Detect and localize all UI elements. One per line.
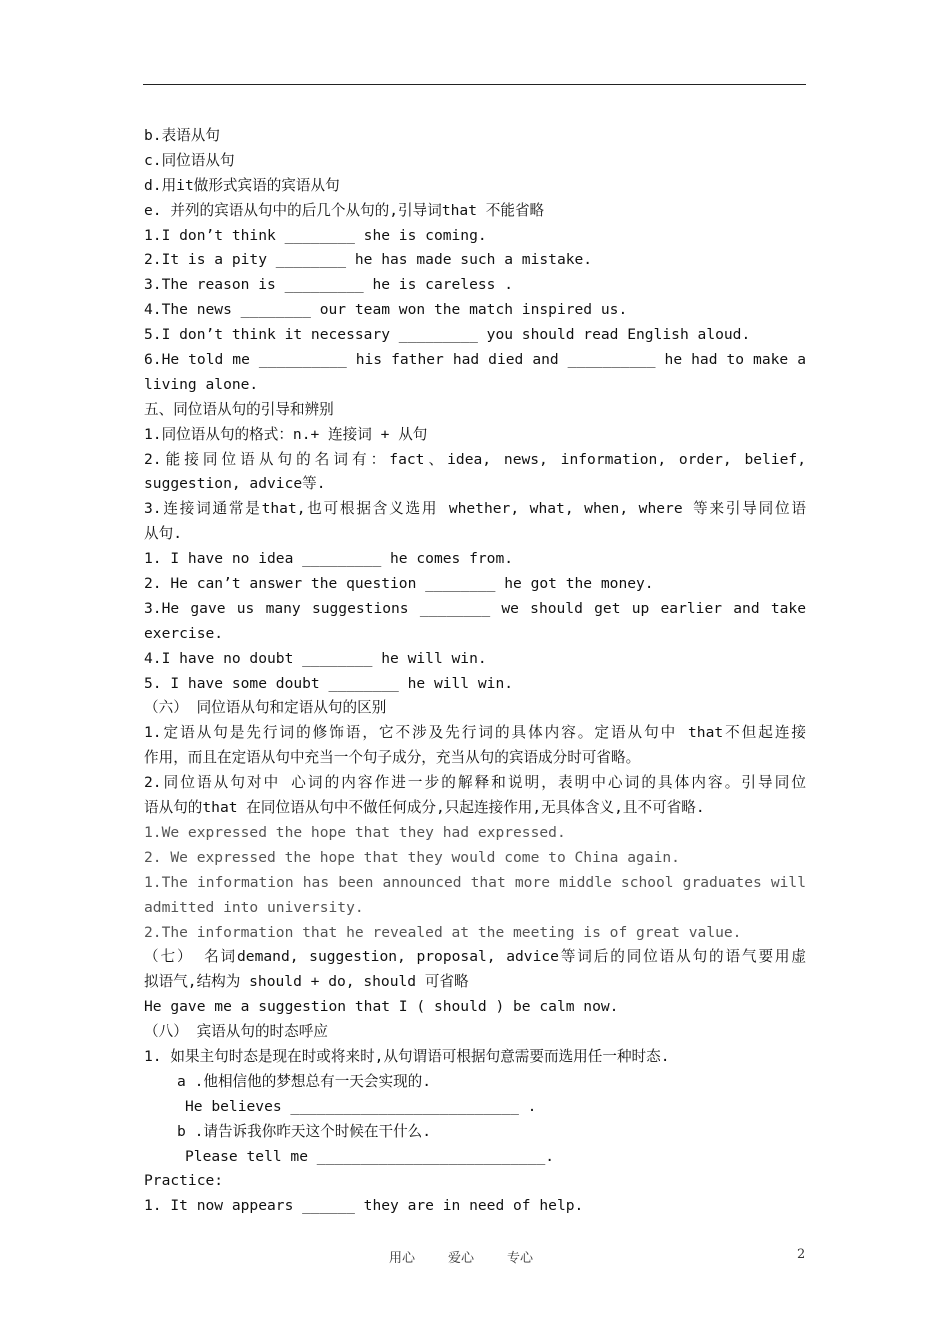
text-line: 4.The news ________ our team won the match inspired us. — [144, 301, 628, 319]
text-line: admitted into university. — [144, 898, 364, 916]
text-line: 拟语气,结构为 should + do, should 可省略 — [144, 973, 469, 991]
text-line: 作用，而且在定语从句中充当一个句子成分，充当从句的宾语成分时可省略。 — [144, 749, 641, 767]
footer-text-zhuanxin: 专心 — [507, 1251, 534, 1266]
text-line: Practice: — [144, 1172, 224, 1190]
text-line: 5. I have some doubt ________ he will win. — [144, 674, 514, 692]
text-line: 1.同位语从句的格式：n.+ 连接词 + 从句 — [144, 425, 428, 443]
header-rule — [143, 84, 806, 85]
text-line: d.用it做形式宾语的宾语从句 — [144, 176, 340, 194]
text-line: 3.连接词通常是that,也可根据含义选用 whether, what, when, where 等来引导同位语 — [144, 500, 806, 518]
text-line: 2.同位语从句对中 心词的内容作进一步的解释和说明，表明中心词的具体内容。引导同位 — [144, 774, 806, 792]
text-line: （六） 同位语从句和定语从句的区别 — [144, 699, 387, 717]
text-line: 2.The information that he revealed at the meeting is of great value. — [144, 923, 742, 941]
text-line: 3.The reason is _________ he is careless . — [144, 276, 514, 294]
footer-text-yongxin: 用心 — [389, 1251, 416, 1266]
text-line: b.表语从句 — [144, 127, 220, 144]
text-line: 5.I don’t think it necessary _________ you should read English aloud. — [144, 326, 751, 344]
text-line: c.同位语从句 — [144, 151, 235, 169]
text-line: 1.We expressed the hope that they had expressed. — [144, 823, 566, 841]
text-line: 6.He told me __________ his father had died and __________ he had to make a — [144, 351, 806, 369]
text-line: 2.能接同位语从句的名词有：fact、idea, news, information, order, belief, — [144, 450, 806, 468]
text-line: （八） 宾语从句的时态呼应 — [144, 1023, 328, 1041]
text-line: （七） 名词demand, suggestion, proposal, advice等词后的同位语从句的语气要用虚 — [144, 948, 806, 966]
text-line: 2. He can’t answer the question ________ he got the money. — [144, 575, 654, 593]
text-line: 2.It is a pity ________ he has made such a mistake. — [144, 251, 593, 269]
text-line: 1.The information has been announced that more middle school graduates will — [144, 873, 806, 891]
text-line: Please tell me __________________________. — [185, 1147, 555, 1165]
text-line: 1. 如果主句时态是现在时或将来时,从句谓语可根据句意需要而选用任一种时态. — [144, 1047, 670, 1065]
text-line: 1. I have no idea _________ he comes from. — [144, 550, 514, 568]
footer-text-aixin: 爱心 — [448, 1251, 475, 1266]
text-line: 从句. — [144, 525, 182, 543]
document-body — [144, 124, 806, 1219]
text-line: exercise. — [144, 624, 224, 642]
text-line: 3.He gave us many suggestions ________ we should get up earlier and take — [144, 599, 806, 617]
text-line: 2. We expressed the hope that they would come to China again. — [144, 848, 680, 866]
page-number: 2 — [797, 1247, 806, 1262]
text-line: living alone. — [144, 375, 259, 393]
text-line: He gave me a suggestion that I ( should ) be calm now. — [144, 998, 619, 1016]
text-line: 五、同位语从句的引导和辨别 — [144, 400, 334, 418]
text-line: e. 并列的宾语从句中的后几个从句的,引导词that 不能省略 — [144, 201, 545, 219]
text-line: He believes __________________________ . — [185, 1097, 537, 1115]
page-footer — [0, 1247, 950, 1267]
text-line: a .他相信他的梦想总有一天会实现的. — [177, 1072, 432, 1090]
text-line: 语从句的that 在同位语从句中不做任何成分,只起连接作用,无具体含义,且不可省略. — [144, 799, 705, 817]
text-line: suggestion, advice等. — [144, 475, 326, 493]
text-line: 1.I don’t think ________ she is coming. — [144, 226, 487, 244]
text-line: 4.I have no doubt ________ he will win. — [144, 649, 487, 667]
text-line: b .请告诉我你昨天这个时候在干什么. — [177, 1122, 432, 1140]
text-line: 1. It now appears ______ they are in need of help. — [144, 1197, 584, 1215]
text-line: 1.定语从句是先行词的修饰语，它不涉及先行词的具体内容。定语从句中 that不但起连接 — [144, 724, 806, 742]
